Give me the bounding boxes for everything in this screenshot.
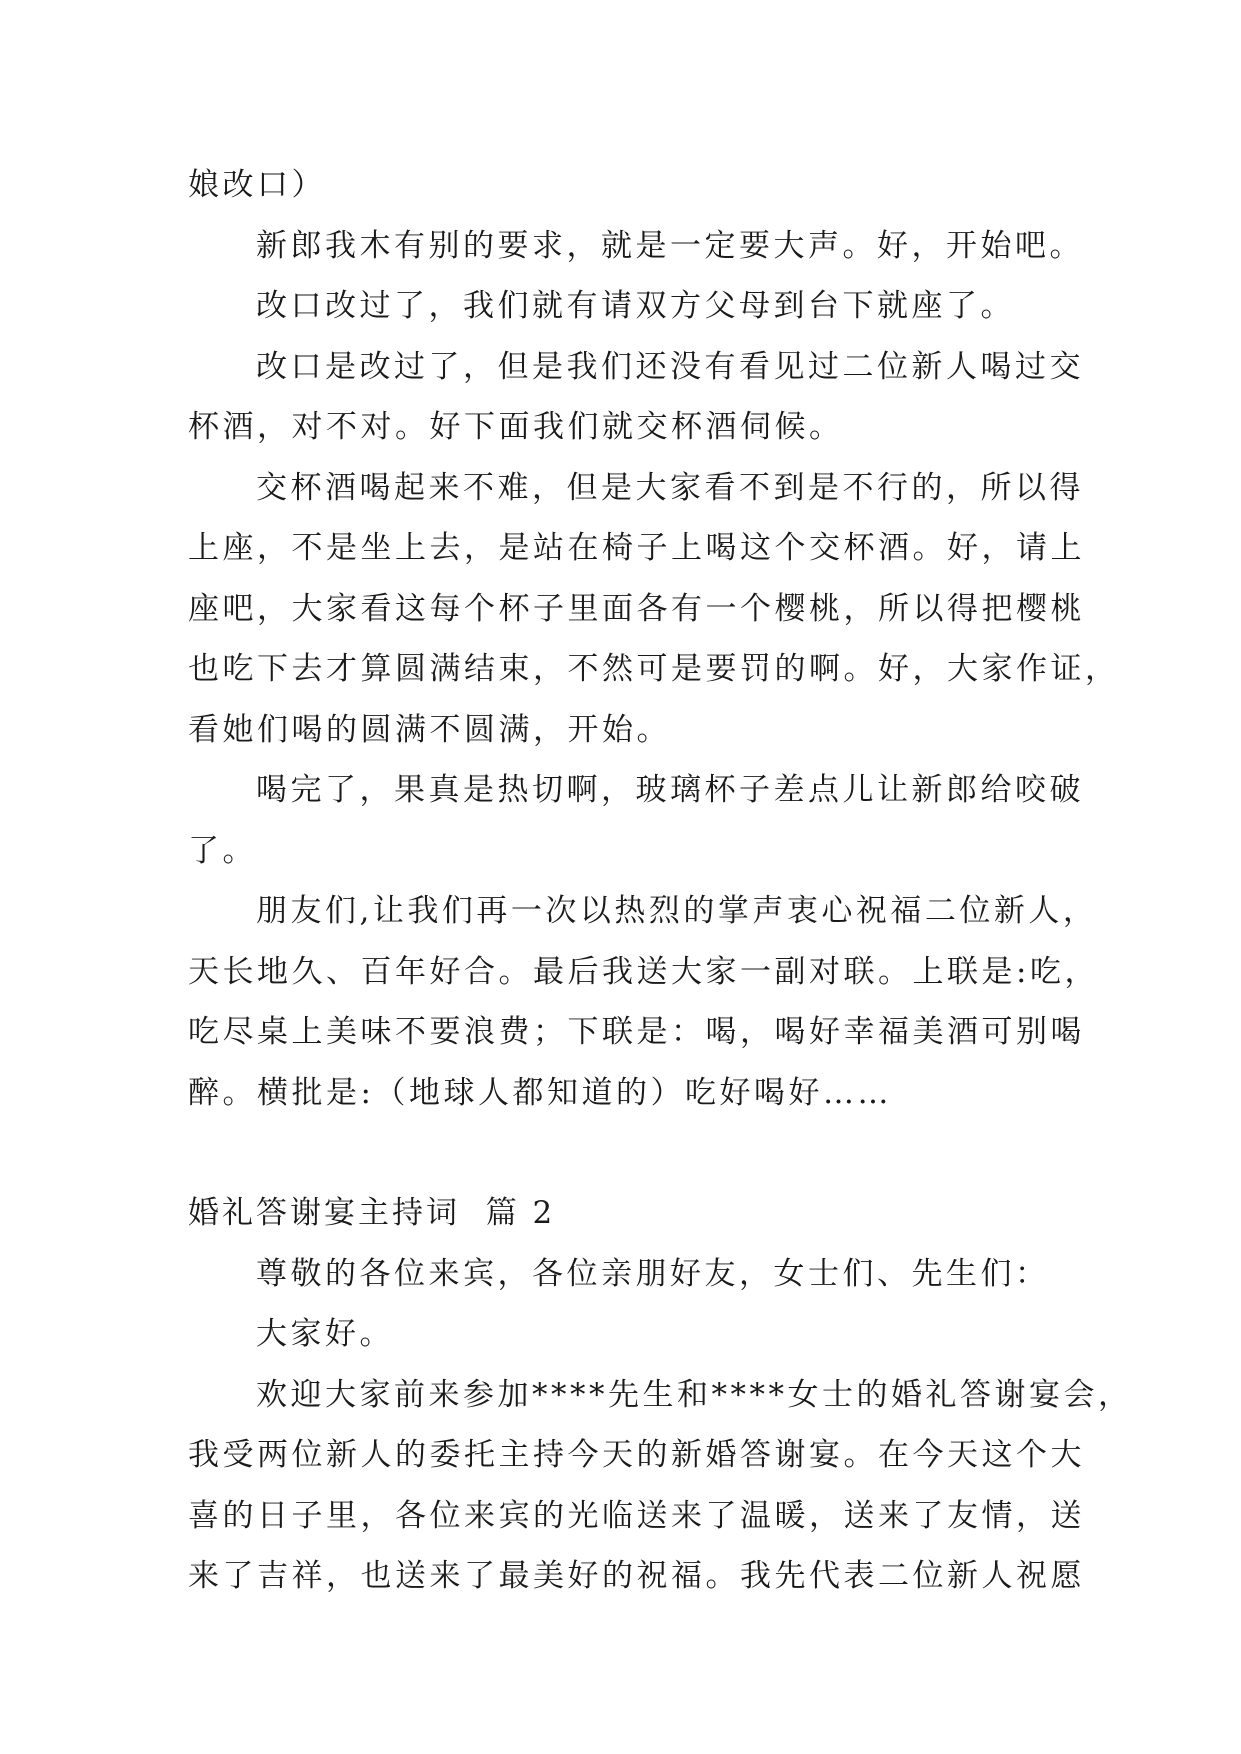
paragraph-line: 改口是改过了，但是我们还没有看见过二位新人喝过交 xyxy=(256,348,1084,385)
paragraph-line: 尊敬的各位来宾，各位亲朋好友，女士们、先生们： xyxy=(256,1255,1050,1292)
paragraph-line: 座吧，大家看这每个杯子里面各有一个樱桃，所以得把樱桃 xyxy=(188,590,1085,627)
paragraph-line: 也吃下去才算圆满结束，不然可是要罚的啊。好，大家作证， xyxy=(188,651,1120,687)
section-gap xyxy=(188,1123,1068,1183)
paragraph-line: 醉。横批是:（地球人都知道的）吃好喝好…… xyxy=(188,1074,892,1111)
paragraph-line: 杯酒，对不对。好下面我们就交杯酒伺候。 xyxy=(188,409,844,445)
section-heading: 婚礼答谢宴主持词 篇 2 xyxy=(188,1195,556,1231)
section-1 xyxy=(188,155,1120,1123)
paragraph-line: 新郎我木有别的要求，就是一定要大声。好，开始吧。 xyxy=(256,227,1084,264)
paragraph-line: 交杯酒喝起来不难，但是大家看不到是不行的，所以得 xyxy=(256,469,1084,506)
paragraph-line: 喜的日子里，各位来宾的光临送来了温暖，送来了友情，送 xyxy=(188,1497,1085,1534)
paragraph-line: 娘改口） xyxy=(188,167,326,203)
paragraph-line: 大家好。 xyxy=(256,1316,394,1352)
document-body xyxy=(188,155,1133,1607)
paragraph-line: 我受两位新人的委托主持今天的新婚答谢宴。在今天这个大 xyxy=(188,1437,1085,1473)
paragraph-line: 吃尽桌上美味不要浪费；下联是：喝，喝好幸福美酒可别喝 xyxy=(188,1014,1085,1050)
paragraph-line: 欢迎大家前来参加****先生和****女士的婚礼答谢宴会， xyxy=(256,1376,1133,1413)
paragraph-line: 朋友们,让我们再一次以热烈的掌声衷心祝福二位新人， xyxy=(256,893,1098,929)
paragraph-line: 改口改过了，我们就有请双方父母到台下就座了。 xyxy=(256,288,1015,324)
paragraph-line: 天长地久、百年好合。最后我送大家一副对联。上联是:吃， xyxy=(188,953,1099,990)
paragraph-line: 看她们喝的圆满不圆满，开始。 xyxy=(188,711,671,748)
paragraph-line: 来了吉祥，也送来了最美好的祝福。我先代表二位新人祝愿 xyxy=(188,1558,1085,1594)
paragraph-line: 了。 xyxy=(188,832,257,869)
paragraph-line: 喝完了，果真是热切啊，玻璃杯子差点儿让新郎给咬破 xyxy=(256,772,1084,808)
section-2 xyxy=(188,1183,1133,1607)
paragraph-line: 上座，不是坐上去，是站在椅子上喝这个交杯酒。好，请上 xyxy=(188,530,1085,566)
